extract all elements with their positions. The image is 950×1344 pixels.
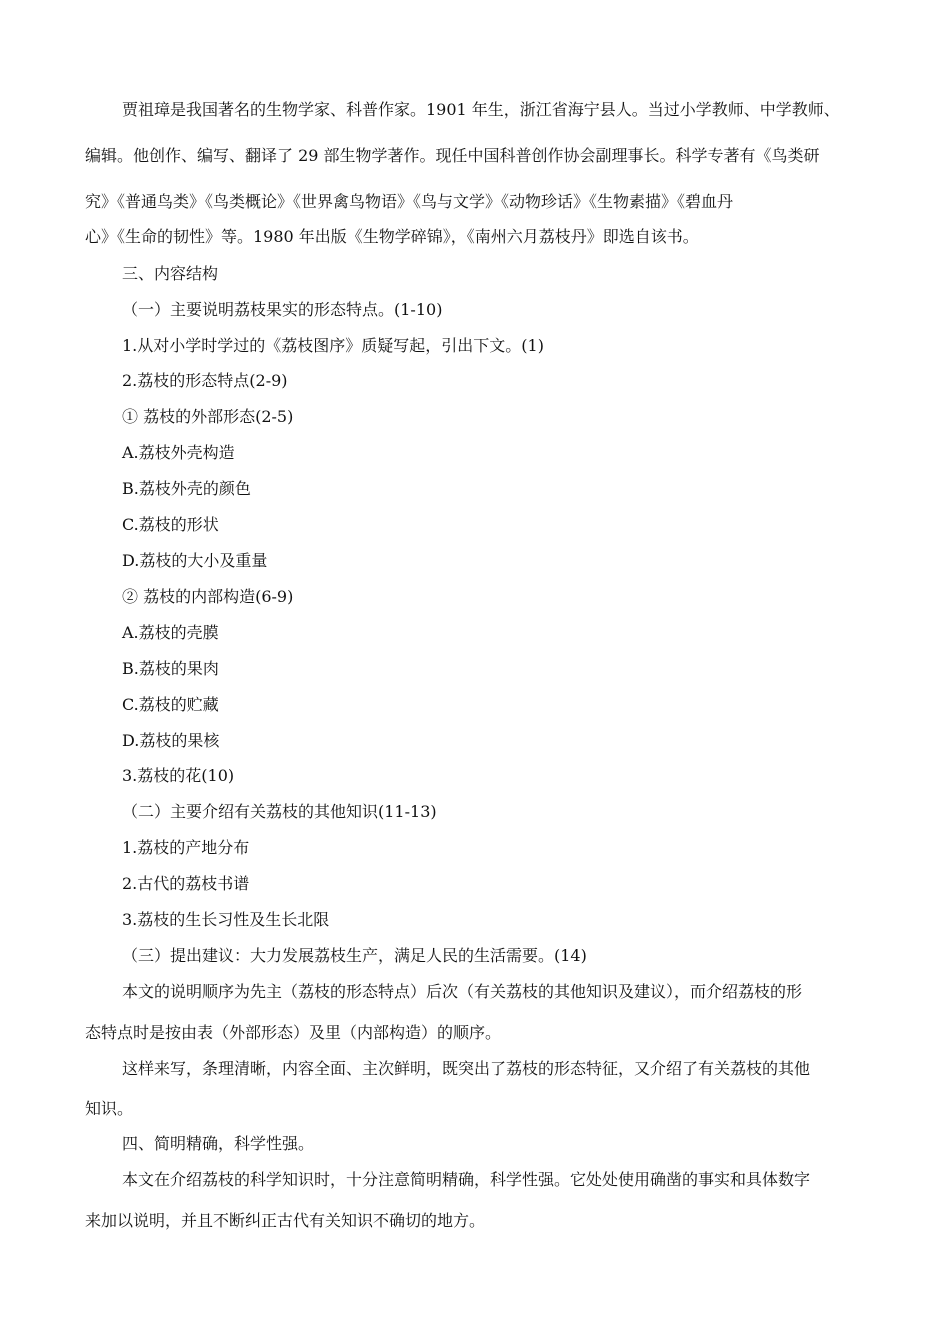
list-item: B.荔枝的果肉 <box>122 659 219 678</box>
list-item: 1.从对小学时学过的《荔枝图序》质疑写起，引出下文。(1) <box>122 336 544 355</box>
text-line: 贾祖璋是我国著名的生物学家、科普作家。1901 年生，浙江省海宁县人。当过小学教师、中学教师、 <box>122 100 840 119</box>
text-line: 知识。 <box>85 1099 134 1118</box>
subsection-heading: （二）主要介绍有关荔枝的其他知识(11-13) <box>122 802 437 821</box>
list-item: 3.荔枝的花(10) <box>122 766 235 785</box>
list-item: D.荔枝的果核 <box>122 731 220 750</box>
text-line: 编辑。他创作、编写、翻译了 29 部生物学著作。现任中国科普创作协会副理事长。科学专著有《鸟类研 <box>85 146 820 165</box>
list-item: B.荔枝外壳的颜色 <box>122 479 251 498</box>
list-item: ① 荔枝的外部形态(2-5) <box>122 407 294 426</box>
text-line: 态特点时是按由表（外部形态）及里（内部构造）的顺序。 <box>85 1023 502 1042</box>
list-item: 3.荔枝的生长习性及生长北限 <box>122 910 330 929</box>
section-heading: 三、内容结构 <box>122 264 219 283</box>
text-line: 本文的说明顺序为先主（荔枝的形态特点）后次（有关荔枝的其他知识及建议），而介绍荔枝的形 <box>122 982 803 1001</box>
list-item: ② 荔枝的内部构造(6-9) <box>122 587 294 606</box>
list-item: A.荔枝的壳膜 <box>122 623 219 642</box>
subsection-heading: （三）提出建议：大力发展荔枝生产，满足人民的生活需要。(14) <box>122 946 587 965</box>
list-item: 1.荔枝的产地分布 <box>122 838 250 857</box>
list-item: 2.荔枝的形态特点(2-9) <box>122 371 288 390</box>
text-line: 究》《普通鸟类》《鸟类概论》《世界禽鸟物语》《鸟与文学》《动物珍话》《生物素描》《碧血丹 <box>85 192 734 211</box>
text-line: 本文在介绍荔枝的科学知识时，十分注意简明精确，科学性强。它处处使用确凿的事实和具体数字 <box>122 1170 811 1189</box>
subsection-heading: （一）主要说明荔枝果实的形态特点。(1-10) <box>122 300 443 319</box>
text-line: 这样来写，条理清晰，内容全面、主次鲜明，既突出了荔枝的形态特征，又介绍了有关荔枝的其他 <box>122 1059 811 1078</box>
list-item: C.荔枝的形状 <box>122 515 219 534</box>
list-item: D.荔枝的大小及重量 <box>122 551 268 570</box>
text-line: 心》《生命的韧性》等。1980 年出版《生物学碎锦》，《南州六月荔枝丹》即选自该书。 <box>85 227 699 246</box>
list-item: 2.古代的荔枝书谱 <box>122 874 250 893</box>
list-item: C.荔枝的贮藏 <box>122 695 219 714</box>
section-heading: 四、简明精确，科学性强。 <box>122 1134 315 1153</box>
list-item: A.荔枝外壳构造 <box>122 443 235 462</box>
text-line: 来加以说明，并且不断纠正古代有关知识不确切的地方。 <box>85 1211 486 1230</box>
